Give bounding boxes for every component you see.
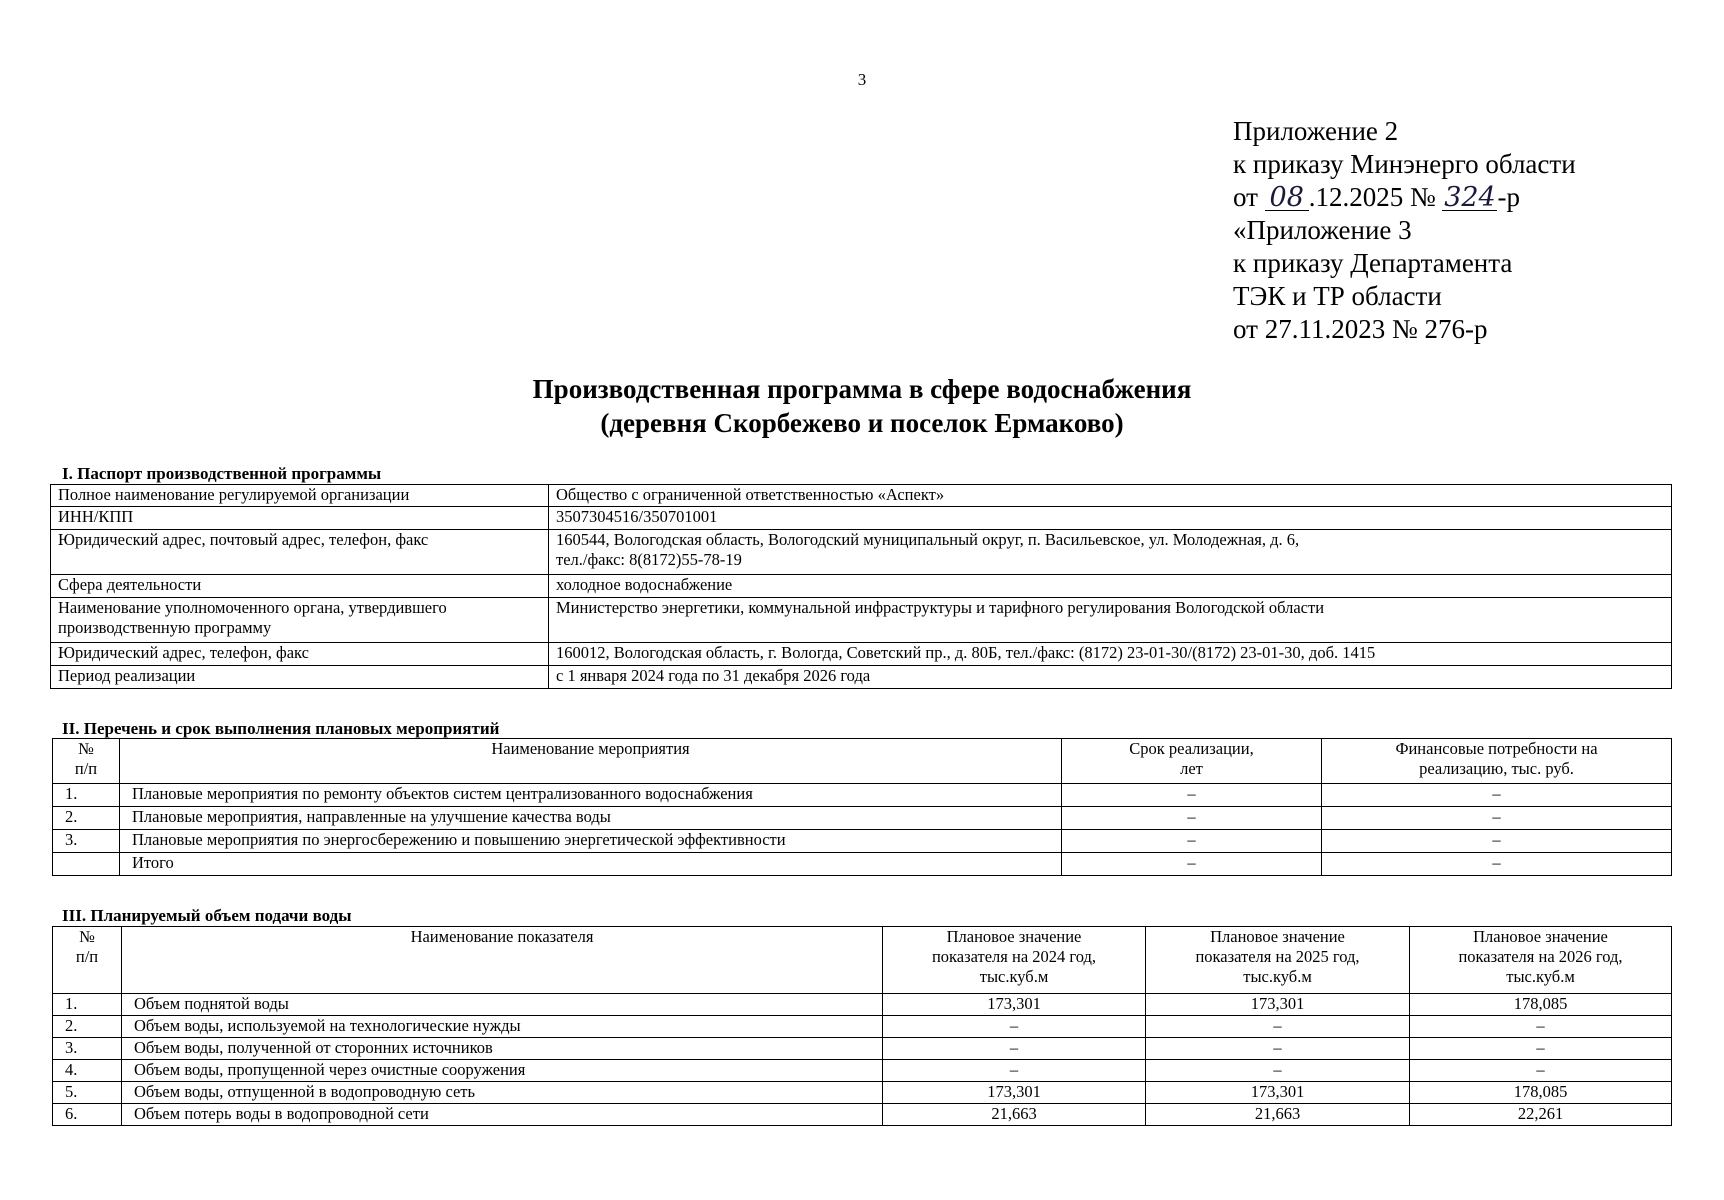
row-num: 1. <box>53 994 122 1016</box>
header-finance-line-2: реализацию, тыс. руб. <box>1419 759 1574 778</box>
appendix-line-3 <box>1233 181 1576 214</box>
table-row <box>53 784 1672 807</box>
table-row <box>53 1082 1672 1104</box>
header-term-line-1: Срок реализации, <box>1129 739 1254 758</box>
passport-label-line-1: Наименование уполномоченного органа, утвердившего <box>58 598 447 617</box>
row-indicator: Объем поднятой воды <box>122 994 883 1016</box>
passport-label-line-2: производственную программу <box>58 618 272 637</box>
appendix-line-6: ТЭК и ТР области <box>1233 281 1442 311</box>
row-indicator: Объем воды, используемой на технологические нужды <box>122 1016 883 1038</box>
header-2024-line-3: тыс.куб.м <box>979 967 1049 986</box>
passport-value: 160012, Вологодская область, г. Вологда, Советский пр., д. 80Б, тел./факс: (8172) 23-01-30/(8172) 23-01-30, доб. 1415 <box>549 643 1672 666</box>
passport-label: Полное наименование регулируемой организации <box>51 485 549 507</box>
appendix-block <box>1233 115 1576 346</box>
row-value-2025: – <box>1146 1060 1410 1082</box>
row-term: – <box>1062 807 1322 830</box>
header-2025-line-1: Плановое значение <box>1210 927 1345 946</box>
row-finance: – <box>1322 784 1672 807</box>
row-value-2026: – <box>1410 1060 1672 1082</box>
header-num-line-1: № <box>79 927 95 946</box>
row-value-2026: – <box>1410 1038 1672 1060</box>
row-value-2026: 178,085 <box>1410 1082 1672 1104</box>
row-value-2024: – <box>883 1060 1146 1082</box>
row-name: Плановые мероприятия по энергосбережению и повышению энергетической эффективности <box>120 830 1062 853</box>
header-num-line-1: № <box>78 739 94 758</box>
row-finance: – <box>1322 807 1672 830</box>
header-2026-line-3: тыс.куб.м <box>1506 967 1575 986</box>
header-num <box>53 927 122 994</box>
header-finance-line-1: Финансовые потребности на <box>1395 739 1598 758</box>
table-header-row <box>53 739 1672 784</box>
page-number: 3 <box>857 70 867 89</box>
passport-label: Юридический адрес, телефон, факс <box>51 643 549 666</box>
row-name: Плановые мероприятия по ремонту объектов систем централизованного водоснабжения <box>120 784 1062 807</box>
water-volume-table <box>52 926 1672 1126</box>
header-2025-line-3: тыс.куб.м <box>1243 967 1312 986</box>
row-value-2024: 21,663 <box>883 1104 1146 1126</box>
appendix-line-4: «Приложение 3 <box>1233 215 1412 245</box>
passport-label: ИНН/КПП <box>51 507 549 530</box>
header-term-line-2: лет <box>1180 759 1203 778</box>
document-title-line-2: (деревня Скорбежево и поселок Ермаково) <box>600 408 1124 438</box>
row-name: Итого <box>120 853 1062 876</box>
row-value-2025: – <box>1146 1016 1410 1038</box>
row-value-2026: 178,085 <box>1410 994 1672 1016</box>
table-row <box>53 994 1672 1016</box>
passport-value: 3507304516/350701001 <box>549 507 1672 530</box>
table-row <box>51 666 1672 689</box>
row-value-2024: 173,301 <box>883 994 1146 1016</box>
row-value-2026: 22,261 <box>1410 1104 1672 1126</box>
appendix-line-1: Приложение 2 <box>1233 116 1399 146</box>
table-row <box>51 643 1672 666</box>
passport-value: с 1 января 2024 года по 31 декабря 2026 года <box>549 666 1672 689</box>
appendix-line-7: от 27.11.2023 № 276-р <box>1233 314 1488 344</box>
row-value-2025: 173,301 <box>1146 994 1410 1016</box>
activities-table <box>52 738 1672 876</box>
row-value-2025: – <box>1146 1038 1410 1060</box>
row-indicator: Объем воды, пропущенной через очистные сооружения <box>122 1060 883 1082</box>
passport-value-line-1: 160544, Вологодская область, Вологодский муниципальный округ, п. Васильевское, ул. Молодежная, д. 6, <box>556 530 1300 549</box>
row-indicator: Объем потерь воды в водопроводной сети <box>122 1104 883 1126</box>
passport-table <box>50 484 1672 689</box>
passport-label: Юридический адрес, почтовый адрес, телефон, факс <box>51 530 549 575</box>
passport-value-line-2: тел./факс: 8(8172)55-78-19 <box>556 550 742 569</box>
row-num: 4. <box>53 1060 122 1082</box>
header-2026-line-1: Плановое значение <box>1473 927 1608 946</box>
row-num: 2. <box>53 807 120 830</box>
row-num: 2. <box>53 1016 122 1038</box>
header-num <box>53 739 120 784</box>
header-2025 <box>1146 927 1410 994</box>
row-value-2025: 21,663 <box>1146 1104 1410 1126</box>
row-num: 1. <box>53 784 120 807</box>
row-num: 6. <box>53 1104 122 1126</box>
header-2024 <box>883 927 1146 994</box>
appendix-line-5: к приказу Департамента <box>1233 248 1513 278</box>
table-row <box>51 507 1672 530</box>
section-1-heading: I. Паспорт производственной программы <box>62 464 382 483</box>
passport-value <box>549 530 1672 575</box>
table-header-row <box>53 927 1672 994</box>
document-title <box>0 372 1724 440</box>
row-value-2024: 173,301 <box>883 1082 1146 1104</box>
header-num-line-2: п/п <box>74 759 98 778</box>
row-num: 5. <box>53 1082 122 1104</box>
row-term: – <box>1062 853 1322 876</box>
header-2024-line-2: показателя на 2024 год, <box>931 947 1097 966</box>
document-title-line-1: Производственная программа в сфере водоснабжения <box>532 374 1192 404</box>
header-num-line-2: п/п <box>75 947 99 966</box>
row-value-2024: – <box>883 1038 1146 1060</box>
row-num: 3. <box>53 1038 122 1060</box>
row-num <box>53 853 120 876</box>
header-2024-line-1: Плановое значение <box>946 927 1082 946</box>
table-row <box>53 1060 1672 1082</box>
table-row <box>53 1038 1672 1060</box>
order-date-middle: .12.2025 № <box>1308 182 1436 212</box>
row-value-2024: – <box>883 1016 1146 1038</box>
table-row <box>53 807 1672 830</box>
table-row <box>51 598 1672 643</box>
header-2026 <box>1410 927 1672 994</box>
passport-value: холодное водоснабжение <box>549 575 1672 598</box>
passport-label: Сфера деятельности <box>51 575 549 598</box>
passport-label <box>51 598 549 643</box>
passport-value: Общество с ограниченной ответственностью «Аспект» <box>549 485 1672 507</box>
appendix-line-2: к приказу Минэнерго области <box>1233 149 1576 179</box>
row-num: 3. <box>53 830 120 853</box>
table-row <box>53 1104 1672 1126</box>
row-term: – <box>1062 784 1322 807</box>
handwritten-order-number: 324 <box>1444 182 1496 213</box>
table-row <box>53 830 1672 853</box>
table-row <box>53 853 1672 876</box>
header-2025-line-2: показателя на 2025 год, <box>1195 947 1360 966</box>
handwritten-day: 08 <box>1265 186 1309 211</box>
table-row <box>51 575 1672 598</box>
row-name: Плановые мероприятия, направленные на улучшение качества воды <box>120 807 1062 830</box>
passport-label: Период реализации <box>51 666 549 689</box>
passport-value: Министерство энергетики, коммунальной инфраструктуры и тарифного регулирования Вологодской области <box>549 598 1672 643</box>
row-term: – <box>1062 830 1322 853</box>
row-indicator: Объем воды, полученной от сторонних источников <box>122 1038 883 1060</box>
table-row <box>51 530 1672 575</box>
row-value-2025: 173,301 <box>1146 1082 1410 1104</box>
header-term <box>1062 739 1322 784</box>
table-row <box>53 1016 1672 1038</box>
header-finance <box>1322 739 1672 784</box>
row-indicator: Объем воды, отпущенной в водопроводную сеть <box>122 1082 883 1104</box>
header-name: Наименование мероприятия <box>120 739 1062 784</box>
row-finance: – <box>1322 853 1672 876</box>
order-number-suffix: -р <box>1497 182 1520 212</box>
table-row <box>51 485 1672 507</box>
header-indicator: Наименование показателя <box>122 927 883 994</box>
order-date-prefix: от <box>1233 182 1258 212</box>
row-finance: – <box>1322 830 1672 853</box>
section-3-heading: III. Планируемый объем подачи воды <box>62 906 352 925</box>
row-value-2026: – <box>1410 1016 1672 1038</box>
section-2-heading: II. Перечень и срок выполнения плановых мероприятий <box>62 719 500 738</box>
header-2026-line-2: показателя на 2026 год, <box>1458 947 1623 966</box>
